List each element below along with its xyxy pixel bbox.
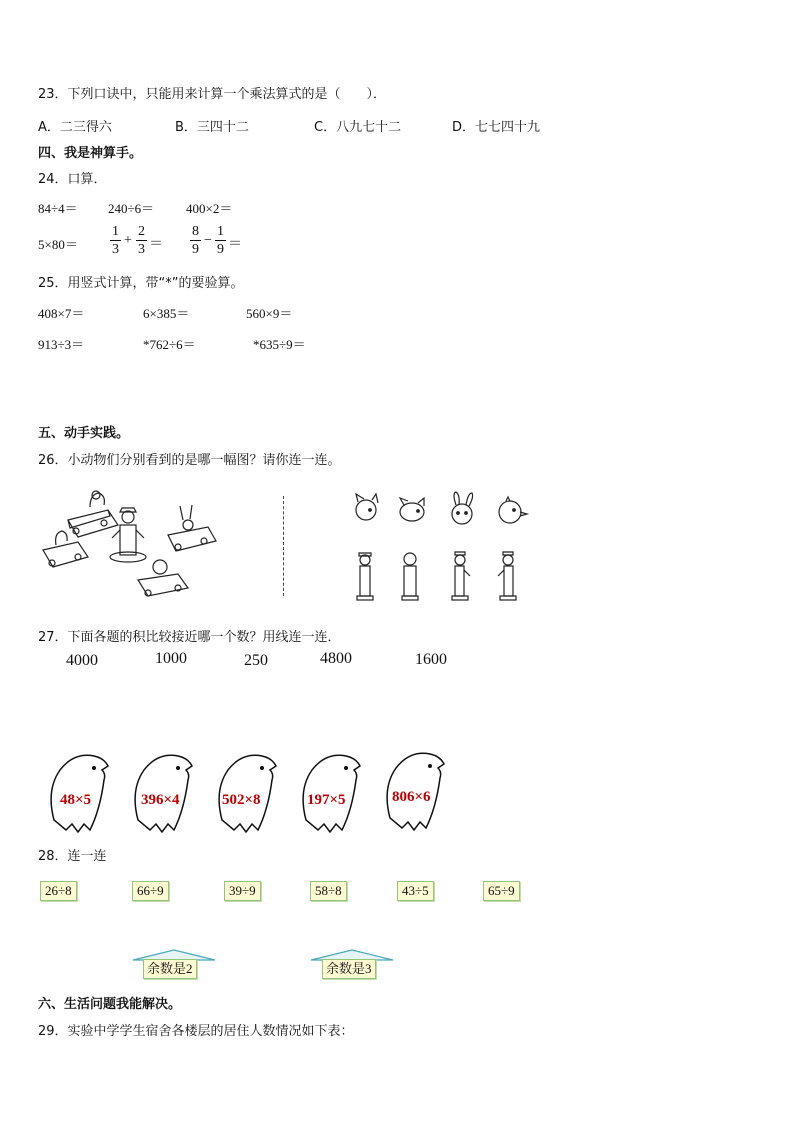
q27-number-2: 1000 bbox=[155, 650, 187, 667]
plus-sign: + bbox=[124, 233, 132, 248]
ghost-label-2: 396×4 bbox=[141, 792, 180, 808]
q27-number-3: 250 bbox=[244, 652, 268, 669]
q23-option-a: A．二三得六 bbox=[38, 120, 112, 135]
q24-stem: 24．口算． bbox=[38, 172, 107, 187]
numerator: 1 bbox=[112, 224, 119, 239]
q24-item-4: 5×80＝ bbox=[38, 237, 78, 252]
q23-option-c: C．八九七十二 bbox=[314, 120, 402, 135]
ghost-label-4: 197×5 bbox=[307, 792, 346, 808]
policeman-right-view-icon bbox=[498, 552, 516, 600]
q23-option-d: D．七七四十九 bbox=[452, 120, 541, 135]
q27-number-4: 4800 bbox=[320, 650, 352, 667]
rabbit-head-icon bbox=[452, 492, 473, 524]
q25-item-6: *635÷9＝ bbox=[253, 337, 306, 352]
ghost-label-5: 806×6 bbox=[392, 789, 431, 805]
q23-option-b: B．三四十二 bbox=[175, 120, 249, 135]
animals-around-figure-illustration bbox=[38, 485, 268, 600]
division-card-1[interactable]: 26÷8 bbox=[40, 881, 77, 901]
numerator: 1 bbox=[217, 224, 224, 239]
q27-number-5: 1600 bbox=[415, 651, 447, 668]
chick-head-icon bbox=[499, 497, 527, 523]
division-card-3[interactable]: 39÷9 bbox=[224, 881, 261, 901]
division-card-2[interactable]: 66÷9 bbox=[132, 881, 169, 901]
q28-stem: 28．连一连 bbox=[38, 849, 107, 864]
policeman-front-view-icon bbox=[357, 553, 373, 600]
wolf-head-icon bbox=[400, 498, 424, 521]
q24-item-2: 240÷6＝ bbox=[108, 201, 155, 216]
q25-stem: 25．用竖式计算，带“*”的要验算。 bbox=[38, 276, 244, 291]
q29-stem: 29．实验中学学生宿舍各楼层的居住人数情况如下表： bbox=[38, 1024, 354, 1039]
q25-item-2: 6×385＝ bbox=[143, 306, 190, 321]
q25-item-3: 560×9＝ bbox=[246, 306, 293, 321]
remainder-label-2: 余数是3 bbox=[322, 959, 376, 979]
denominator: 9 bbox=[217, 242, 224, 257]
q24-item-1: 84÷4＝ bbox=[38, 201, 78, 216]
q25-item-4: 913÷3＝ bbox=[38, 337, 85, 352]
remainder-label-1: 余数是2 bbox=[143, 959, 197, 979]
q27-stem: 27．下面各题的积比较接近哪一个数？用线连一连． bbox=[38, 630, 341, 645]
equals-sign: ＝ bbox=[228, 237, 242, 252]
numerator: 8 bbox=[192, 224, 199, 239]
q24-item-3: 400×2＝ bbox=[186, 201, 233, 216]
policeman-views-row bbox=[352, 548, 532, 604]
ghost-label-1: 48×5 bbox=[60, 792, 92, 808]
numerator: 2 bbox=[138, 224, 145, 239]
q27-number-1: 4000 bbox=[66, 652, 98, 669]
q23-stem: 23．下列口诀中，只能用来计算一个乘法算式的是（ ）． bbox=[38, 87, 387, 102]
division-card-4[interactable]: 58÷8 bbox=[310, 881, 347, 901]
denominator: 3 bbox=[138, 242, 145, 257]
q25-item-1: 408×7＝ bbox=[38, 306, 85, 321]
denominator: 9 bbox=[192, 242, 199, 257]
section5-title: 五、动手实践。 bbox=[38, 426, 130, 441]
section6-title: 六、生活问题我能解决。 bbox=[38, 997, 182, 1012]
dog-head-icon bbox=[356, 494, 378, 520]
section4-title: 四、我是神算手。 bbox=[38, 146, 143, 161]
animal-heads-row bbox=[352, 490, 532, 530]
divider-dashed-line bbox=[283, 496, 284, 596]
q25-item-5: *762÷6＝ bbox=[143, 337, 196, 352]
policeman-back-view-icon bbox=[402, 553, 418, 600]
minus-sign: − bbox=[204, 233, 212, 248]
q26-stem: 26．小动物们分别看到的是哪一幅图？请你连一连。 bbox=[38, 453, 341, 468]
denominator: 3 bbox=[112, 242, 119, 257]
policeman-left-view-icon bbox=[452, 552, 470, 600]
ghost-label-3: 502×8 bbox=[222, 792, 261, 808]
equals-sign: ＝ bbox=[149, 237, 163, 252]
division-card-6[interactable]: 65÷9 bbox=[483, 881, 520, 901]
division-card-5[interactable]: 43÷5 bbox=[397, 881, 434, 901]
